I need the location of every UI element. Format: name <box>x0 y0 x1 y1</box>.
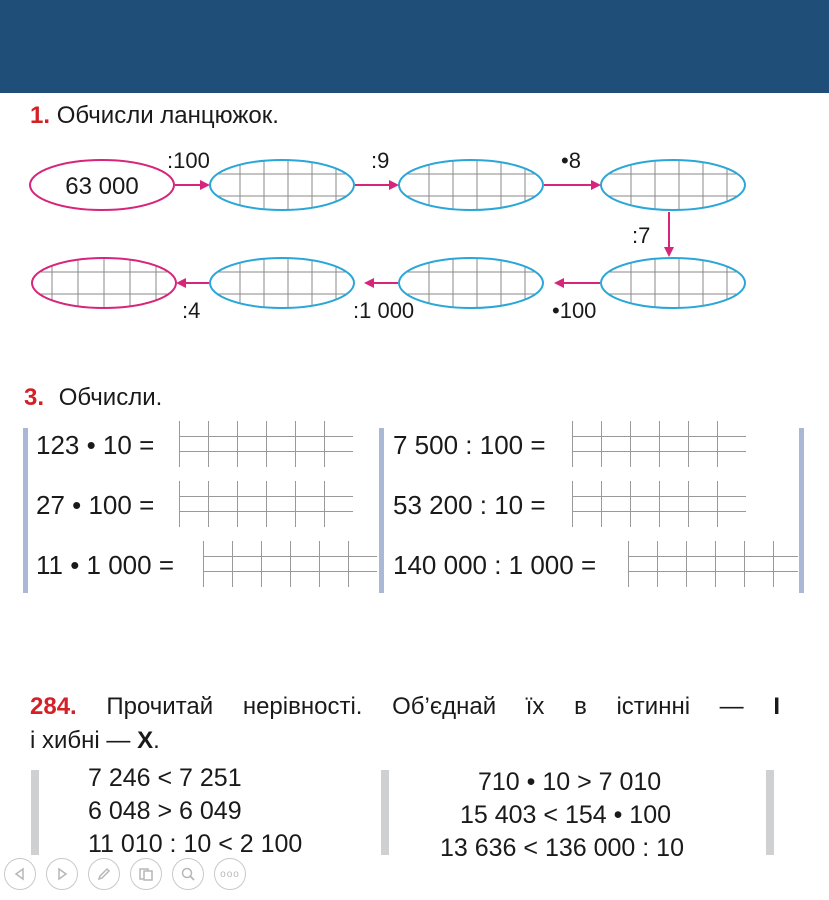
answer-oval-5[interactable] <box>399 258 543 308</box>
expression: 11 • 1 000 = <box>36 550 175 580</box>
task-284-line-1 <box>30 693 780 721</box>
answer-grid <box>200 155 360 215</box>
start-value: 63 000 <box>65 173 139 200</box>
false-mark: Х <box>137 727 154 754</box>
true-mark: І <box>773 693 781 720</box>
answer-oval-6[interactable] <box>210 258 354 308</box>
expression: 27 • 100 = <box>36 490 155 520</box>
answer-grid <box>25 253 180 313</box>
task-text: Прочитай нерівності. Об’єднай їх в істинні — <box>106 693 744 720</box>
operation-label: •100 <box>552 298 597 323</box>
next-button[interactable] <box>46 858 78 890</box>
answer-grid <box>390 155 550 215</box>
task-text: і хибні — <box>30 727 131 754</box>
answer-grid <box>200 253 360 313</box>
answer-cells[interactable] <box>628 541 798 587</box>
operation-label: :1 000 <box>353 298 415 323</box>
operation-label: •8 <box>561 148 581 173</box>
expression: 123 • 10 = <box>36 430 155 460</box>
expression: 7 500 : 100 = <box>393 430 546 460</box>
chain-diagram <box>0 140 829 340</box>
task-text: Обчисли. <box>58 384 163 411</box>
answer-grid <box>595 253 750 313</box>
side-bar <box>766 770 774 855</box>
answer-cells[interactable] <box>572 481 746 527</box>
prev-icon <box>13 867 27 881</box>
expression: 140 000 : 1 000 = <box>393 550 597 580</box>
more-button[interactable] <box>214 858 246 890</box>
side-bar <box>381 770 389 855</box>
side-bar <box>23 428 28 593</box>
side-bar <box>799 428 804 593</box>
answer-grid <box>595 155 750 215</box>
pages-icon <box>138 866 154 882</box>
task-text: Обчисли ланцюжок. <box>56 102 279 129</box>
viewer-toolbar <box>4 858 246 890</box>
inequality: 11 010 : 10 < 2 100 <box>88 830 303 858</box>
side-bar <box>31 770 39 855</box>
inequality: 6 048 > 6 049 <box>88 797 242 825</box>
header-band <box>0 0 829 93</box>
task-1-title <box>30 102 279 130</box>
zoom-button[interactable] <box>172 858 204 890</box>
answer-cells[interactable] <box>203 541 377 587</box>
answer-oval-4[interactable] <box>601 258 745 308</box>
zoom-icon <box>180 866 196 882</box>
inequality: 7 246 < 7 251 <box>88 764 242 792</box>
operation-label: :9 <box>371 148 390 173</box>
operation-label: :4 <box>182 298 201 323</box>
more-icon: ooo <box>220 868 240 880</box>
pen-button[interactable] <box>88 858 120 890</box>
answer-cells[interactable] <box>572 421 746 467</box>
operation-label: :7 <box>632 223 651 248</box>
answer-cells[interactable] <box>179 481 353 527</box>
answer-cells[interactable] <box>179 421 353 467</box>
answer-oval-2[interactable] <box>399 160 543 210</box>
answer-oval-1[interactable] <box>210 160 354 210</box>
task-3-title <box>24 384 162 412</box>
task-number: 3. <box>24 384 45 411</box>
expression: 53 200 : 10 = <box>393 490 546 520</box>
next-icon <box>55 867 69 881</box>
task-number: 1. <box>30 102 51 129</box>
answer-oval-3[interactable] <box>601 160 745 210</box>
task-284-line-2: і хибні — Х. <box>30 727 160 754</box>
inequality: 13 636 < 136 000 : 10 <box>440 834 684 862</box>
inequality: 15 403 < 154 • 100 <box>460 801 672 829</box>
operation-label: :100 <box>167 148 210 173</box>
prev-button[interactable] <box>4 858 36 890</box>
pen-icon <box>96 866 112 882</box>
inequality: 710 • 10 > 7 010 <box>478 768 662 796</box>
pages-button[interactable] <box>130 858 162 890</box>
side-bar <box>379 428 384 593</box>
task-number: 284. <box>30 693 77 720</box>
